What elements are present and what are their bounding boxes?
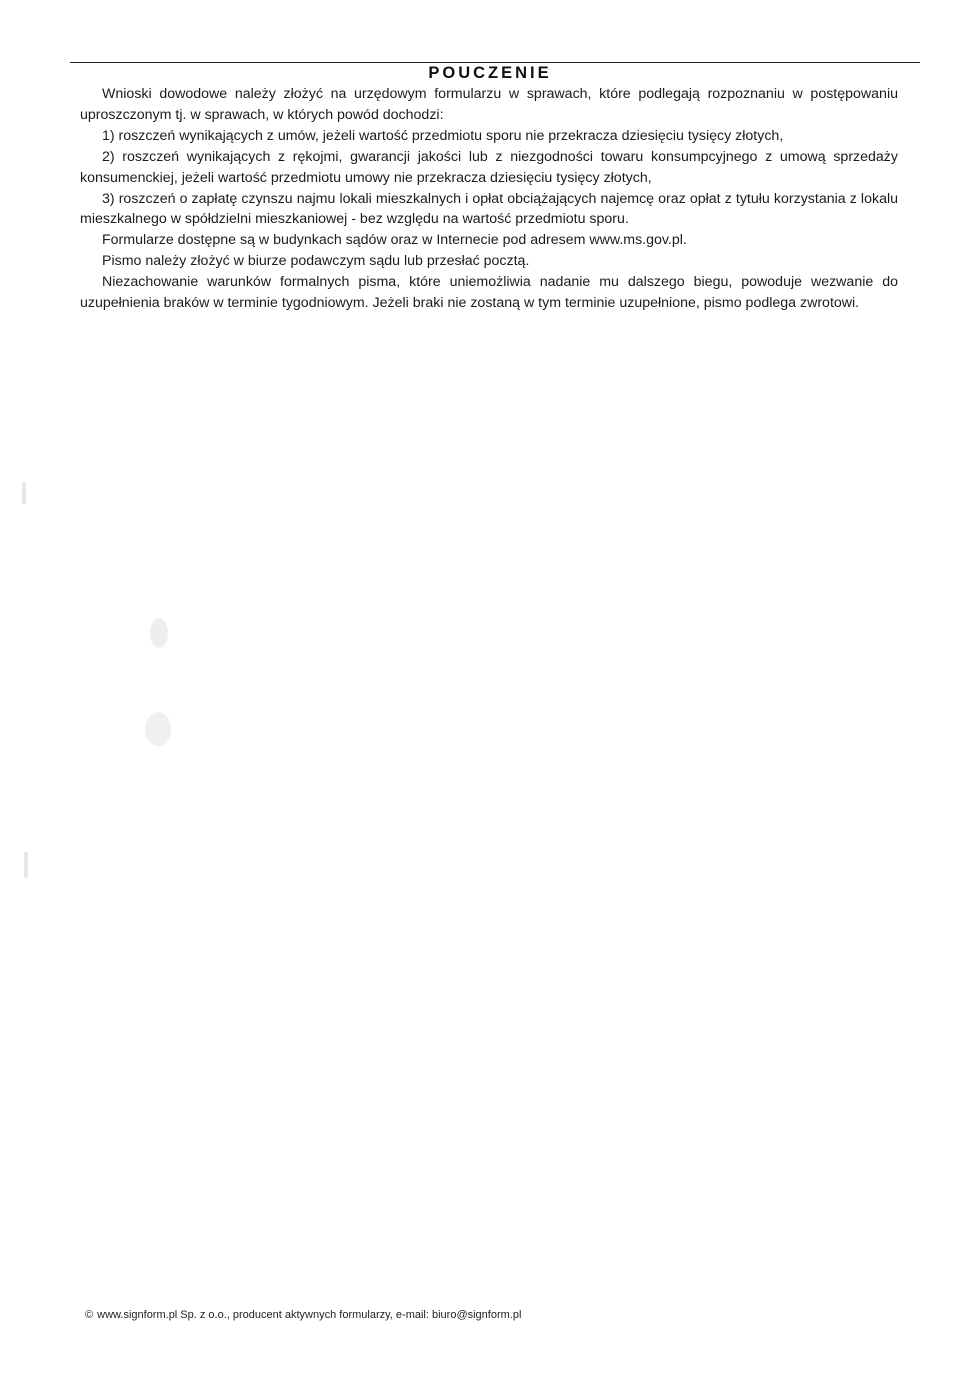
scan-speck xyxy=(145,712,171,746)
list-item-1: 1) roszczeń wynikających z umów, jeżeli wartość przedmiotu sporu nie przekracza dziesięciu tysięcy złotych, xyxy=(102,127,784,144)
top-rule xyxy=(70,62,920,63)
paragraph-intro: Wnioski dowodowe należy złożyć na urzędowym formularzu w sprawach, które podlegają rozpoznaniu w postępowaniu uproszczonym tj. w sprawach, w których powód dochodzi: xyxy=(80,86,898,123)
paragraph-formal-requirements: Niezachowanie warunków formalnych pisma, które uniemożliwia nadanie mu dalszego biegu, powoduje wezwanie do uzupełnienia braków w terminie tygodniowym. Jeżeli braki nie zostaną w tym terminie uzupełnione, pismo podlega zwrotowi. xyxy=(80,274,898,312)
paragraph-submission: Pismo należy złożyć w biurze podawczym sądu lub przesłać pocztą. xyxy=(102,253,530,270)
footer-text: www.signform.pl Sp. z o.o., producent aktywnych formularzy, e-mail: biuro@signform.pl xyxy=(97,1309,522,1321)
list-item-2: 2) roszczeń wynikających z rękojmi, gwarancji jakości lub z niezgodności towaru konsumpcyjnego z umową sprzedaży konsumenckiej, jeżeli wartość przedmiotu umowy nie przekracza dziesięciu tysięcy złotych, xyxy=(80,148,898,186)
document-body xyxy=(80,84,898,314)
list-item-3: 3) roszczeń o zapłatę czynszu najmu lokali mieszkalnych i opłat obciążających najemcę oraz opłat z tytułu korzystania z lokalu mieszkalnego w spółdzielni mieszkaniowej - bez względu na wartość przedmiotu sporu. xyxy=(80,190,898,228)
scan-speck xyxy=(24,852,28,878)
document-title: POUCZENIE xyxy=(428,64,552,82)
footer xyxy=(85,1308,521,1322)
scan-speck xyxy=(22,482,26,504)
paragraph-forms-availability: Formularze dostępne są w budynkach sądów oraz w Internecie pod adresem www.ms.gov.pl. xyxy=(102,232,687,249)
scan-speck xyxy=(150,618,168,648)
copyright-icon: © xyxy=(85,1309,94,1321)
